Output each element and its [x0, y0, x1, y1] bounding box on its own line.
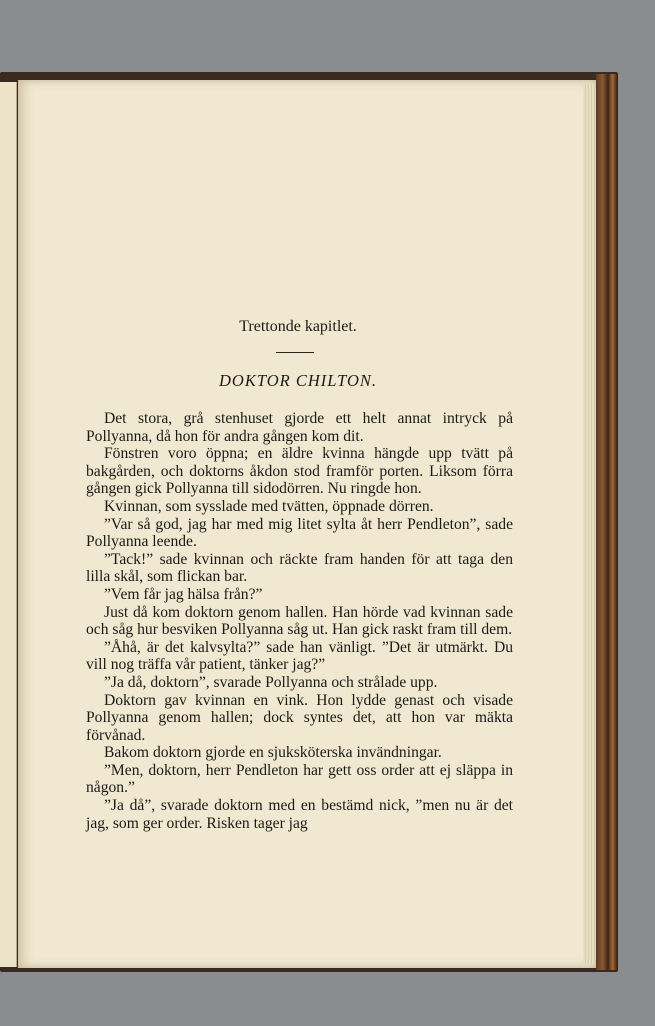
paragraph: Kvinnan, som sysslade med tvätten, öppnade dörren.	[104, 497, 434, 515]
paragraph: ”Åhå, är det kalvsylta?” sade han vänligt. ”Det är utmärkt. Du vill nog träffa vår patient, tänker jag?”	[86, 638, 513, 674]
paragraph: ”Var så god, jag har med mig litet sylta åt herr Pendleton”, sade Pollyanna leende.	[86, 515, 513, 551]
chapter-heading: Trettonde kapitlet.	[239, 318, 357, 335]
paragraph: ”Tack!” sade kvinnan och räckte fram handen för att taga den lilla skål, som flickan bar.	[86, 550, 513, 586]
book-edge	[596, 74, 618, 970]
paragraph: ”Men, doktorn, herr Pendleton har gett oss order att ej släppa in någon.”	[86, 761, 513, 797]
paragraph: Doktorn gav kvinnan en vink. Hon lydde genast och visade Pollyanna genom hallen; dock syntes det, att hon var mäkta förvånad.	[86, 691, 513, 744]
paragraph: Just då kom doktorn genom hallen. Han hörde vad kvinnan sade och såg hur besviken Pollyanna såg ut. Han gick raskt fram till dem.	[86, 603, 513, 639]
paragraph: Bakom doktorn gjorde en sjuksköterska invändningar.	[104, 744, 442, 762]
body-text	[86, 410, 513, 832]
page-stack-edge	[583, 84, 595, 964]
chapter-divider	[276, 352, 314, 353]
paragraph: Det stora, grå stenhuset gjorde ett helt annat intryck på Pollyanna, då hon för andra gången kom dit.	[86, 410, 513, 445]
paragraph: Fönstren voro öppna; en äldre kvinna hängde upp tvätt på bakgården, och doktorns åkdon stod framför porten. Liksom förra gången gick Pollyanna till sidodörren. Nu ringde hon.	[86, 445, 513, 498]
book-page	[18, 80, 596, 968]
paragraph: ”Vem får jag hälsa från?”	[104, 585, 263, 603]
paragraph: ”Ja då”, svarade doktorn med en bestämd nick, ”men nu är det jag, som ger order. Risken tager jag	[86, 797, 513, 832]
paragraph: ”Ja då, doktorn”, svarade Pollyanna och strålade upp.	[104, 673, 438, 691]
chapter-title: DOKTOR CHILTON.	[218, 371, 378, 390]
left-page-edge	[0, 82, 17, 967]
